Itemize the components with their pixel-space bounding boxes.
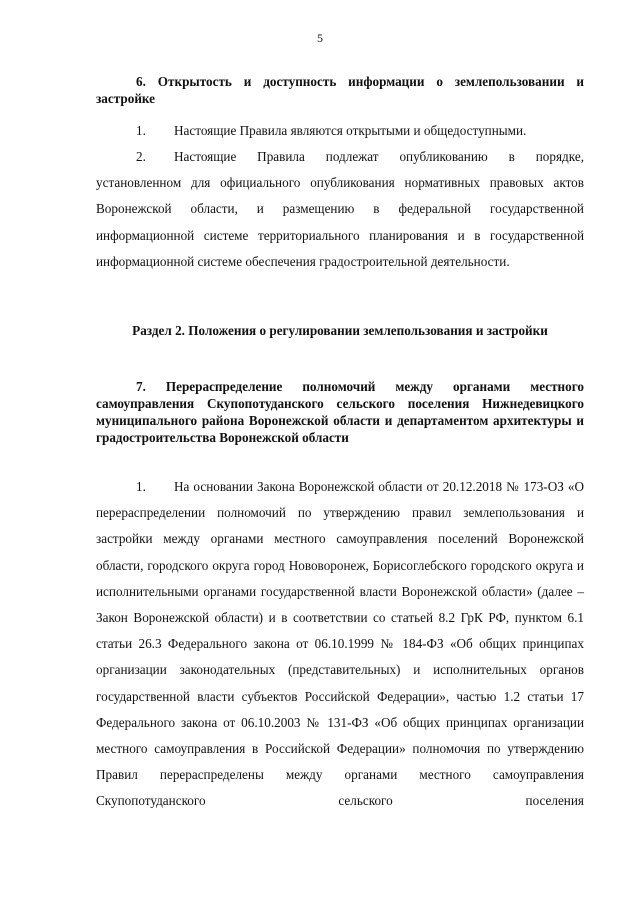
part-2-heading: Раздел 2. Положения о регулировании землепользования и застройки bbox=[132, 323, 548, 338]
item-number: 1. bbox=[136, 123, 146, 138]
item-number: 2. bbox=[136, 149, 146, 164]
item-text: Настоящие Правила подлежат опубликованию в порядке, установленном для официального опубликования нормативных правовых актов Воронежской области, и размещению в федеральной государственной информационной системе территориального планирования и в государственной информационной системе обеспечения градостроительной деятельности. bbox=[96, 149, 584, 269]
section-6-item-1 bbox=[96, 118, 584, 144]
page-number: 5 bbox=[317, 31, 323, 45]
item-text: Настоящие Правила являются открытыми и общедоступными. bbox=[174, 123, 527, 138]
item-text: На основании Закона Воронежской области от 20.12.2018 № 173-ОЗ «О перераспределении полномочий по утверждению правил землепользования и застройки между органами местного самоуправления поселений Воронежской области, городского округа город Нововоронеж, Борисоглебского городского округа и исполнительными органами государственной власти Воронежской области» (далее – Закон Воронежской области) и в соответствии со статьей 8.2 ГрК РФ, пунктом 6.1 статьи 26.3 Федерального закона от 06.10.1999 № 184-ФЗ «Об общих принципах организации законодательных (представительных) и исполнительных органов государственной власти субъектов Российской Федерации», частью 1.2 статьи 17 Федерального закона от 06.10.2003 № 131-ФЗ «Об общих принципах организации местного самоуправления в Российской Федерации» полномочия по утверждению Правил перераспределены между органами местного самоуправления Скупопотуданского сельского поселения bbox=[96, 479, 584, 809]
section-7-item-1 bbox=[96, 474, 584, 815]
section-6-heading: 6. Открытость и доступность информации о землепользовании и застройке bbox=[96, 74, 584, 106]
item-number: 1. bbox=[136, 479, 146, 494]
section-6-item-2 bbox=[96, 144, 584, 275]
section-7-heading: 7. Перераспределение полномочий между органами местного самоуправления Скупопотуданского сельского поселения Нижнедевицкого муниципального района Воронежской области и департаментом архитектуры и градостроительства Воронежской области bbox=[96, 379, 584, 445]
